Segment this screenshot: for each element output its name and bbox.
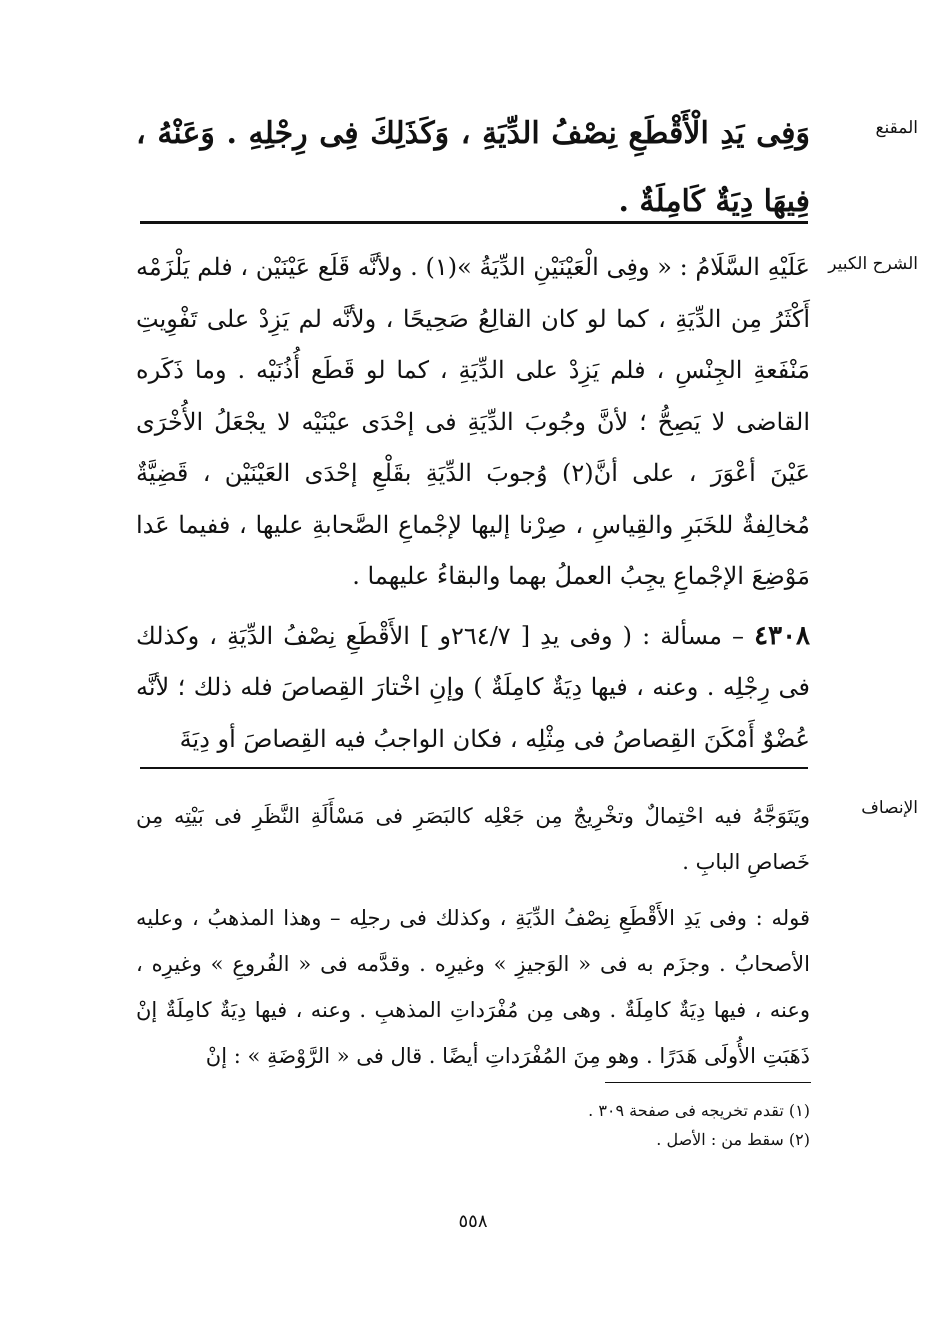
- section-label-sharh: الشرح الكبير: [828, 254, 918, 274]
- sharh-paragraph: عَلَيْهِ السَّلَامُ : « وفِى الْعَيْنَيْنِ الدِّيَةُ »(١) . ولأنَّه قَلَع عَيْنَيْن ، فلم يَلْزَمْه أَكْثَرُ مِن الدِّيَةِ ، كما لو كان القالِعُ صَحِيحًا ، ولأنَّه لم يَزِدْ على تَفْوِيتِ مَنْفَعةِ الجِنْسِ ، فلم يَزِدْ على الدِّيَةِ ، كما لو قَطَع أُذُنَيْه . وما ذَكَره القاضى لا يَصِحُّ ؛ لأنَّ وجُوبَ الدِّيَةِ فى إحْدَى عيْنَيْه لا يجْعَلُ الأُخْرَى عَيْنَ أعْوَرَ ، على أنَّ(٢) وُجوبَ الدِّيَةِ بقَلْعِ إحْدَى العَيْنَيْن ، قَضِيَّةٌ مُخالِفةٌ للخَبَرِ والقِياسِ ، صِرْنا إليها لإجْماعِ الصَّحابةِ عليها ، ففيما عَدا مَوْضِعَ الإجْماعِ يجِبُ العملُ بهما والبقاءُ عليهما .: [136, 253, 810, 590]
- masala-text: – مسألة : ( وفى يدِ [ ٢٦٤/٧و ] الأَقْطَعِ نِصْفُ الدِّيَةِ ، وكذلك فى رِجْلِه . وعنه ، فيها دِيَةٌ كامِلَةٌ ) وإنِ اخْتارَ القِصاصَ فله ذلك ؛ لأنَّه عُضْوٌ أَمْكَنَ القِصاصُ فى مِثْلِه ، فكان الواجبُ فيه القِصاصَ أو دِيَةَ: [136, 621, 810, 753]
- footnotes: [400, 1096, 810, 1154]
- masala-paragraph: [136, 611, 810, 766]
- footnote-1: (١) تقدم تخريجه فى صفحة ٣٠٩ .: [588, 1101, 810, 1120]
- section-label-muqni: المقنع: [875, 118, 918, 138]
- section-muqni: [136, 100, 810, 236]
- insaf-paragraph-1: ويَتَوَجَّهُ فيه احْتِمالٌ وتخْرِيجٌ مِن جَعْلِه كالبَصَرِ فى مَسْأَلَةِ النَّظَرِ فى بَيْتِه مِن خَصاصِ البابِ .: [136, 804, 810, 874]
- section-sharh: [136, 242, 810, 765]
- muqni-text: وَفِى يَدِ الْأَقْطَعِ نِصْفُ الدِّيَةِ ، وَكَذَلِكَ فِى رِجْلِهِ . وَعَنْهُ ، فِيهَا دِيَةٌ كَامِلَةٌ .: [136, 116, 810, 219]
- section-insaf: [136, 793, 810, 1079]
- page-number: ٥٥٨: [458, 1211, 488, 1232]
- section-divider-thick: [140, 221, 808, 224]
- insaf-paragraph-2: قوله : وفى يَدِ الأَقْطَعِ نِصْفُ الدِّيَةِ ، وكذلك فى رجلِه – وهذا المذهبُ ، وعليه الأصحابُ . وجزَم به فى « الوَجيزِ » وغيرِه . وقدَّمه فى « الفُروعِ » وغيرِه ، وعنه ، فيها دِيَةٌ كامِلَةٌ . وهى مِن مُفْرَداتِ المذهبِ . وعنه ، فيها دِيَةٌ كامِلَةٌ إنْ ذَهَبَتِ الأُولَى هَدَرًا . وهو مِنَ المُفْرَداتِ أيضًا . قال فى « الرَّوْضَةِ » : إنْ: [136, 906, 810, 1068]
- footnote-divider: [605, 1082, 811, 1083]
- masala-number: ٤٣٠٨: [754, 620, 810, 651]
- section-label-insaf: الإنصاف: [861, 798, 918, 818]
- footnote-2: (٢) سقط من : الأصل .: [656, 1130, 810, 1149]
- section-divider-thin: [140, 767, 808, 769]
